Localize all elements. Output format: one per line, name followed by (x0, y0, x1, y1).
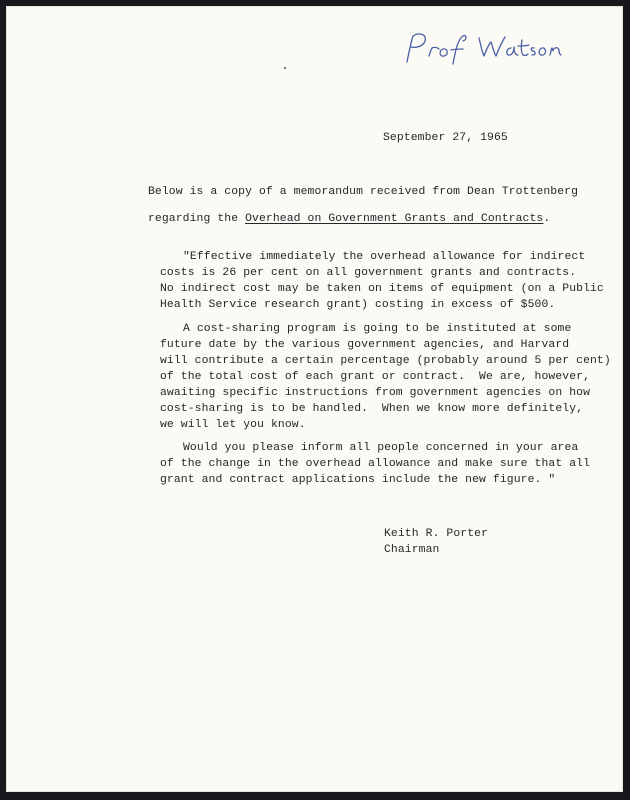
handwriting-svg (401, 28, 566, 68)
paragraph-line: grant and contract applications include the new figure. " (160, 474, 556, 486)
paragraph-line: Would you please inform all people concerned in your area (183, 442, 579, 454)
intro-line-2-prefix: regarding the (148, 213, 246, 225)
paragraph-line: of the total cost of each grant or contract. We are, however, (160, 371, 591, 383)
intro-line-2 (148, 211, 550, 227)
intro-line-1: Below is a copy of a memorandum received from Dean Trottenberg (148, 186, 579, 198)
handwritten-annotation (401, 28, 566, 68)
signature-name: Keith R. Porter (384, 528, 489, 540)
paragraph-line: A cost-sharing program is going to be instituted at some (183, 323, 572, 335)
paragraph-line: Health Service research grant) costing in excess of $500. (160, 299, 556, 311)
paper-speck (284, 67, 286, 69)
letter-page (6, 6, 623, 792)
paragraph-line: No indirect cost may be taken on items of equipment (on a Public (160, 283, 604, 295)
paragraph-line: cost-sharing is to be handled. When we know more definitely, (160, 403, 584, 415)
paragraph-line: "Effective immediately the overhead allowance for indirect (183, 251, 586, 263)
paragraph-line: future date by the various government agencies, and Harvard (160, 339, 570, 351)
paragraph-line: awaiting specific instructions from government agencies on how (160, 387, 591, 399)
paragraph-line: costs is 26 per cent on all government grants and contracts. (160, 267, 577, 279)
intro-line-2-suffix: . (543, 213, 551, 225)
signature-title: Chairman (384, 544, 440, 556)
paragraph-line: we will let you know. (160, 419, 306, 431)
letter-date: September 27, 1965 (383, 132, 508, 144)
paragraph-line: of the change in the overhead allowance and make sure that all (160, 458, 591, 470)
memo-subject: Overhead on Government Grants and Contracts (245, 213, 544, 225)
paragraph-line: will contribute a certain percentage (probably around 5 per cent) (160, 355, 611, 367)
